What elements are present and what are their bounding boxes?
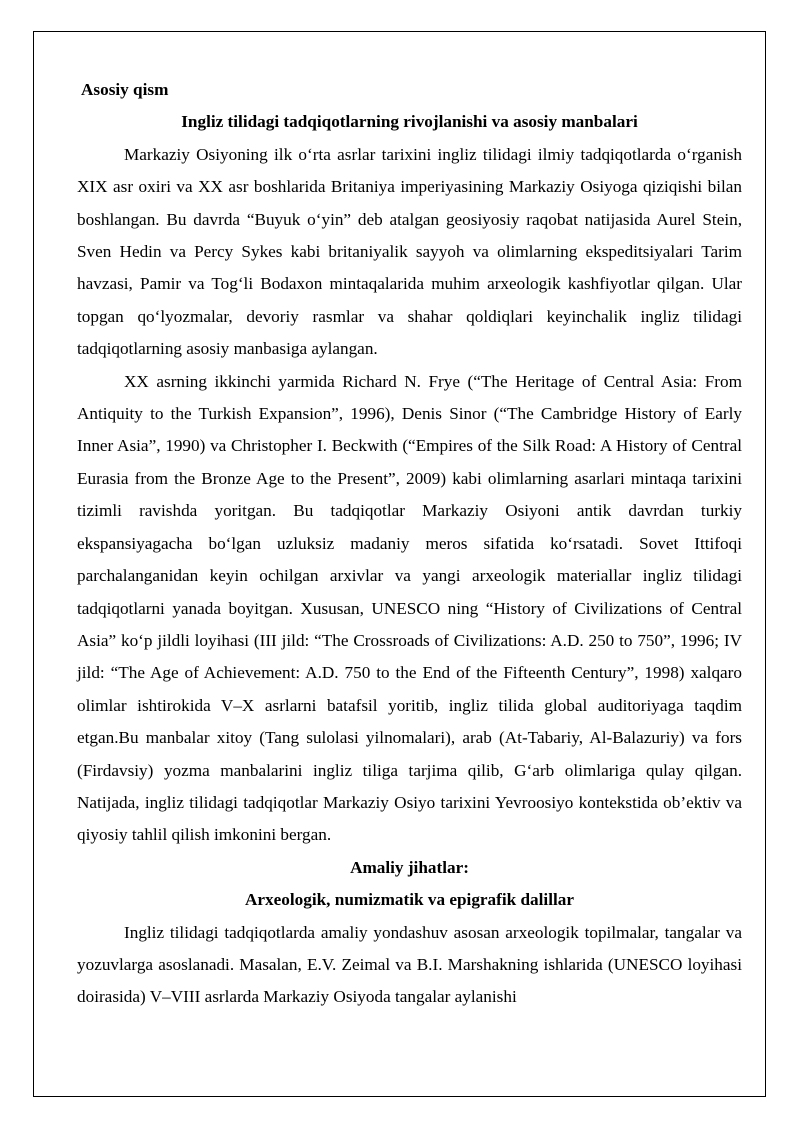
section-label: Asosiy qism <box>81 80 169 99</box>
heading-practical-aspects: Amaliy jihatlar: <box>350 857 469 877</box>
heading-development-sources: Ingliz tilidagi tadqiqotlarning rivojlanishi va asosiy manbalari <box>181 112 638 132</box>
paragraph-practical: Ingliz tilidagi tadqiqotlarda amaliy yondashuv asosan arxeologik topilmalar, tangalar va yozuvlarga asoslanadi. Masalan, E.V. Zeimal va B.I. Marshakning ishlarida (UNESCO loyihasi doirasida) V–VIII asrlarda Markaziy Osiyoda tangalar aylanishi <box>77 922 742 1007</box>
paragraph-intro: Markaziy Osiyoning ilk o‘rta asrlar tarixini ingliz tilidagi ilmiy tadqiqotlarda o‘rganish XIX asr oxiri va XX asr boshlarida Britaniya imperiyasining Markaziy Osiyoga qiziqishi bilan boshlangan. Bu davrda “Buyuk o‘yin” deb atalgan geosiyosiy raqobat natijasida Aurel Stein, Sven Hedin va Percy Sykes kabi britaniyalik sayyoh va olimlarning ekspeditsiyalari Tarim havzasi, Pamir va Tog‘li Bodaxon mintaqalarida muhim arxeologik kashfiyotlar qilgan. Ular topgan qo‘lyozmalar, devoriy rasmlar va shahar qoldiqlari keyinchalik ingliz tilidagi tadqiqotlarning asosiy manbasiga aylangan. <box>77 144 742 359</box>
document-body <box>77 74 742 1014</box>
paragraph-scholarship: XX asrning ikkinchi yarmida Richard N. Frye (“The Heritage of Central Asia: From Antiquity to the Turkish Expansion”, 1996), Denis Sinor (“The Cambridge History of Early Inner Asia”, 1990) va Christopher I. Beckwith (“Empires of the Silk Road: A History of Central Eurasia from the Bronze Age to the Present”, 2009) kabi olimlarning asarlari mintaqa tarixini tizimli ravishda yoritgan. Bu tadqiqotlar Markaziy Osiyoni antik davrdan turkiy ekspansiyagacha bo‘lgan uzluksiz madaniy meros sifatida ko‘rsatadi. Sovet Ittifoqi parchalanganidan keyin ochilgan arxivlar va yangi arxeologik materiallar ingliz tilidagi tadqiqotlarni yanada boyitgan. Xususan, UNESCO ning “History of Civilizations of Central Asia” ko‘p jildli loyihasi (III jild: “The Crossroads of Civilizations: A.D. 250 to 750”, 1996; IV jild: “The Age of Achievement: A.D. 750 to the End of the Fifteenth Century”, 1998) xalqaro olimlar ishtirokida V–X asrlarni batafsil yoritib, ingliz tilida global auditoriyaga taqdim etgan.Bu manbalar xitoy (Tang sulolasi yilnomalari), arab (At-Tabariy, Al-Balazuriy) va fors (Firdavsiy) yozma manbalarini ingliz tiliga tarjima qilib, G‘arb olimlariga qulay qilgan. Natijada, ingliz tilidagi tadqiqotlar Markaziy Osiyo tarixini Yevroosiyo kontekstida ob’ektiv va qiyosiy tahlil qilish imkonini bergan. <box>77 371 742 845</box>
heading-evidence: Arxeologik, numizmatik va epigrafik dalillar <box>245 890 574 910</box>
